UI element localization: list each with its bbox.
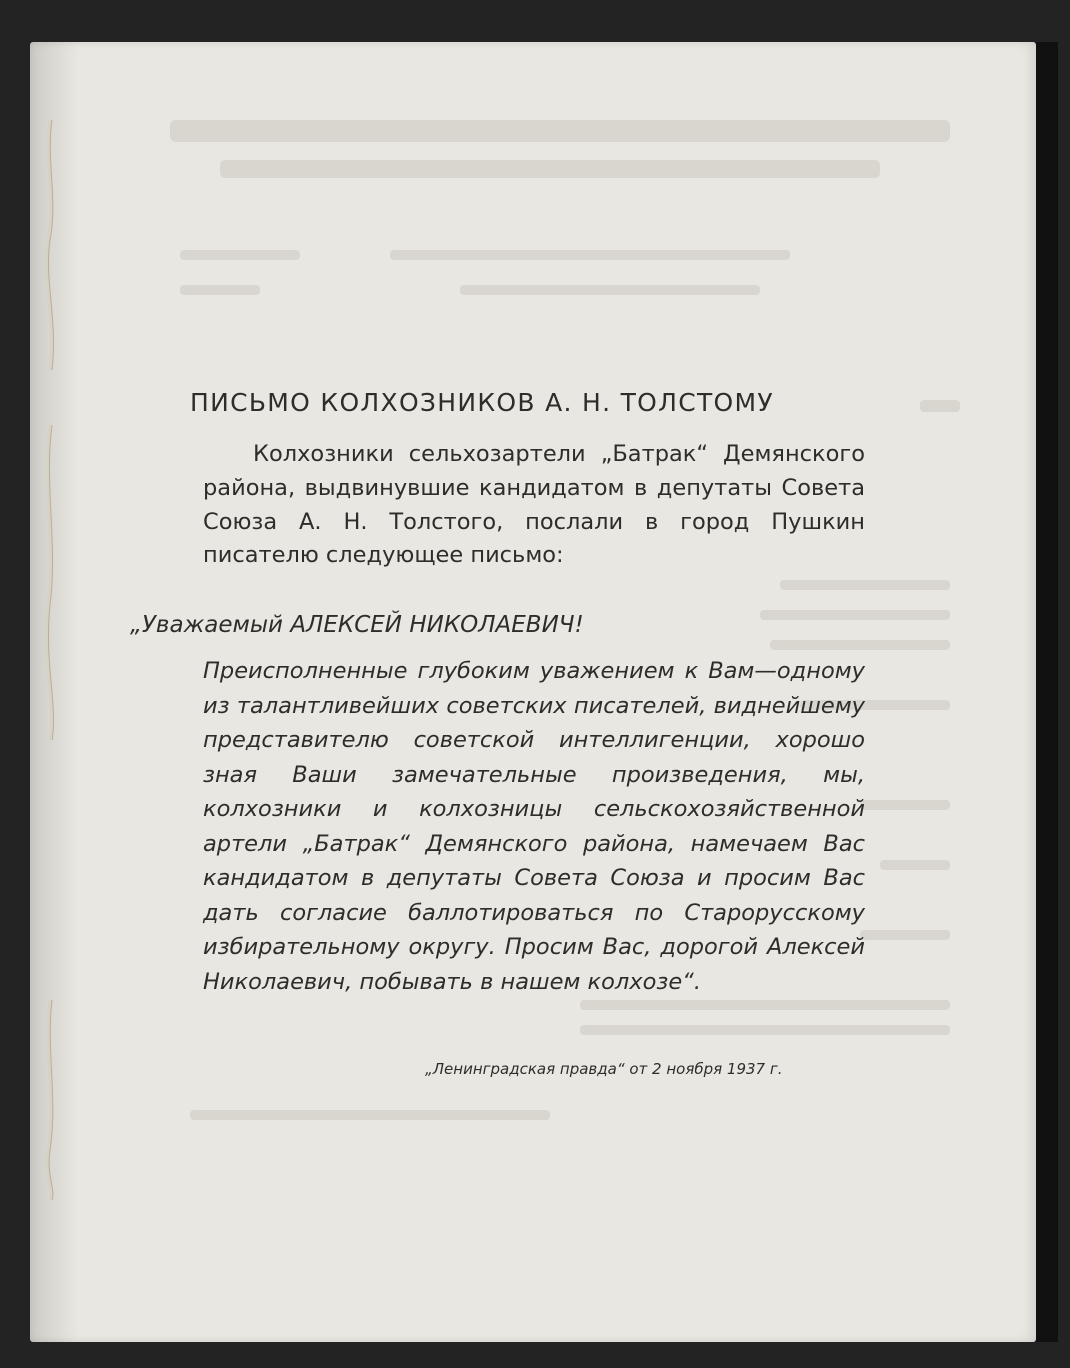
letter-body: Преисполненные глубоким уважением к Вам—одному из талантливейших советских писателей, виднейшему представителю советской интеллигенции, хорошо зная Ваши замечательные произведения, мы, колхозники и колхозницы сельскохозяйственной артели „Батрак“ Демянского района, намечаем Вас кандидатом в депутаты Совета Союза и просим Вас дать согласие баллотироваться по Старорусскому избирательному округу. Просим Вас, дорогой Алексей Николаевич, побывать в нашем колхозе“. — [203, 658, 865, 995]
book-edge — [1036, 42, 1058, 1342]
intro-paragraph: Колхозники сельхозартели „Батрак“ Демянского района, выдвинувшие кандидатом в депутаты Совета Союза А. Н. Толстого, послали в город Пушкин писателю следующее письмо: — [203, 441, 865, 569]
letter-salutation: „Уважаемый АЛЕКСЕЙ НИКОЛАЕВИЧ! — [130, 612, 584, 638]
binding-thread-icon — [40, 425, 60, 740]
letter-title: ПИСЬМО КОЛХОЗНИКОВ А. Н. ТОЛСТОМУ — [190, 388, 774, 417]
binding-thread-icon — [40, 1000, 60, 1200]
source-citation: „Ленинградская правда“ от 2 ноября 1937 г. — [425, 1060, 783, 1078]
binding-thread-icon — [40, 120, 60, 370]
